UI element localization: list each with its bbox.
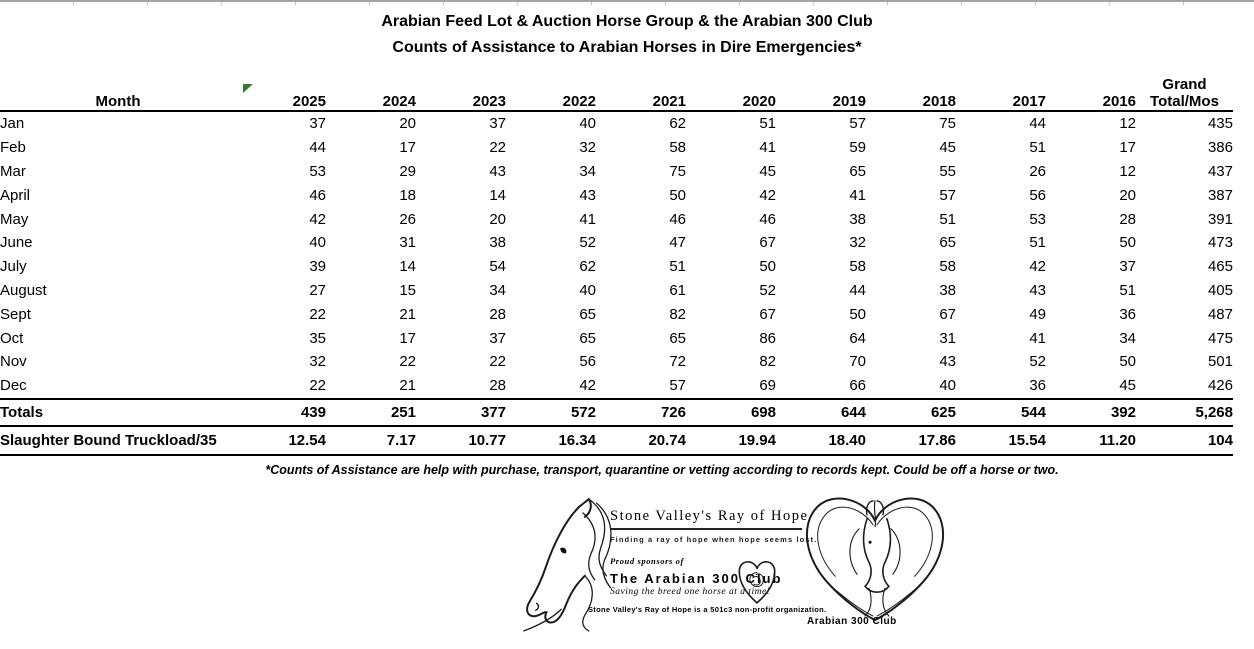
value-cell[interactable]: 57 xyxy=(849,115,866,133)
value-cell[interactable]: 46 xyxy=(669,210,686,228)
value-cell[interactable]: 14 xyxy=(399,258,416,276)
value-cell[interactable]: 20.74 xyxy=(596,426,686,455)
value-cell[interactable]: 17.86 xyxy=(866,426,956,455)
value-cell[interactable]: 44 xyxy=(1029,115,1046,133)
value-cell[interactable]: 72 xyxy=(669,353,686,371)
header-row xyxy=(0,64,1233,111)
value-cell[interactable]: 44 xyxy=(309,139,326,157)
value-cell[interactable]: 34 xyxy=(489,281,506,299)
title-line-1: Arabian Feed Lot & Auction Horse Group & the Arabian 300 Club xyxy=(381,13,873,30)
stone-valley-logo xyxy=(516,494,827,639)
value-cell[interactable]: 57 xyxy=(939,186,956,204)
value-cell[interactable]: 46 xyxy=(759,210,776,228)
value-cell[interactable]: 11.20 xyxy=(1046,426,1136,455)
value-cell[interactable]: 20 xyxy=(1119,186,1136,204)
value-cell[interactable]: 644 xyxy=(776,399,866,427)
nonprofit-line: Stone Valley's Ray of Hope is a 501c3 non-profit organization. xyxy=(588,605,827,614)
value-cell[interactable]: 26 xyxy=(399,210,416,228)
arabian-300-logo xyxy=(795,489,960,639)
month-header[interactable]: Month xyxy=(0,64,236,111)
row-total-cell[interactable]: 387 xyxy=(1207,186,1233,204)
truckload-label[interactable]: Slaughter Bound Truckload/35 xyxy=(0,426,236,455)
value-cell[interactable]: 43 xyxy=(579,186,596,204)
value-cell[interactable]: 51 xyxy=(939,210,956,228)
value-cell[interactable]: 22 xyxy=(489,139,506,157)
value-cell[interactable]: 44 xyxy=(849,281,866,299)
value-cell[interactable]: 39 xyxy=(309,258,326,276)
month-label[interactable]: Feb xyxy=(0,139,26,157)
value-cell[interactable]: 625 xyxy=(866,399,956,427)
year-header[interactable]: 2025 xyxy=(236,64,326,111)
value-cell[interactable]: 37 xyxy=(309,115,326,133)
value-cell[interactable]: 37 xyxy=(1119,258,1136,276)
table-row xyxy=(0,350,1233,374)
row-total-cell[interactable]: 465 xyxy=(1207,258,1233,276)
value-cell[interactable]: 38 xyxy=(939,281,956,299)
value-cell[interactable]: 45 xyxy=(1119,377,1136,395)
year-header[interactable]: 2024 xyxy=(326,64,416,111)
value-cell[interactable]: 50 xyxy=(669,186,686,204)
value-cell[interactable]: 15.54 xyxy=(956,426,1046,455)
value-cell[interactable]: 21 xyxy=(399,377,416,395)
value-cell[interactable]: 67 xyxy=(759,305,776,323)
stone-valley-tagline: Finding a ray of hope when hope seems lost. xyxy=(610,535,818,544)
value-cell[interactable]: 29 xyxy=(399,162,416,180)
row-total-cell[interactable]: 426 xyxy=(1207,377,1233,395)
truckload-row xyxy=(0,426,1233,455)
value-cell[interactable]: 27 xyxy=(309,281,326,299)
value-cell[interactable]: 36 xyxy=(1029,377,1046,395)
value-cell[interactable]: 38 xyxy=(489,234,506,252)
month-label[interactable]: Sept xyxy=(0,305,31,323)
value-cell[interactable]: 726 xyxy=(596,399,686,427)
value-cell[interactable]: 42 xyxy=(1029,258,1046,276)
table-row xyxy=(0,183,1233,207)
summary-rows xyxy=(0,399,1233,455)
grand-total-header[interactable] xyxy=(1136,64,1233,111)
value-cell[interactable]: 57 xyxy=(669,377,686,395)
value-cell[interactable]: 22 xyxy=(309,305,326,323)
value-cell[interactable]: 52 xyxy=(759,281,776,299)
value-cell[interactable]: 53 xyxy=(309,162,326,180)
value-cell[interactable]: 32 xyxy=(849,234,866,252)
value-cell[interactable]: 86 xyxy=(759,329,776,347)
value-cell[interactable]: 41 xyxy=(1029,329,1046,347)
value-cell[interactable]: 46 xyxy=(309,186,326,204)
value-cell[interactable]: 41 xyxy=(849,186,866,204)
value-cell[interactable]: 54 xyxy=(489,258,506,276)
value-cell[interactable]: 12.54 xyxy=(236,426,326,455)
value-cell[interactable]: 36 xyxy=(1119,305,1136,323)
footnote: *Counts of Assistance are help with purchase, transport, quarantine or vetting according to records kept. Could be off a horse or two. xyxy=(265,463,1059,477)
value-cell[interactable]: 32 xyxy=(579,139,596,157)
table-row xyxy=(0,231,1233,255)
value-cell[interactable]: 82 xyxy=(759,353,776,371)
row-total-cell[interactable]: 501 xyxy=(1207,353,1233,371)
value-cell[interactable]: 17 xyxy=(1119,139,1136,157)
value-cell[interactable]: 75 xyxy=(939,115,956,133)
value-cell[interactable]: 62 xyxy=(669,115,686,133)
value-cell[interactable]: 52 xyxy=(579,234,596,252)
table-row xyxy=(0,326,1233,350)
month-label[interactable]: Oct xyxy=(0,329,24,347)
year-header[interactable]: 2019 xyxy=(776,64,866,111)
table-row xyxy=(0,302,1233,326)
value-cell[interactable]: 53 xyxy=(1029,210,1046,228)
value-cell[interactable]: 40 xyxy=(579,115,596,133)
assistance-table xyxy=(0,64,1233,456)
grand-header-line1: Grand xyxy=(1162,76,1207,93)
value-cell[interactable]: 32 xyxy=(309,353,326,371)
month-label[interactable]: Mar xyxy=(0,162,26,180)
value-cell[interactable]: 17 xyxy=(399,139,416,157)
truckload-total-cell[interactable]: 104 xyxy=(1136,426,1233,455)
club-tagline: Saving the breed one horse at a time! xyxy=(610,587,771,597)
value-cell[interactable]: 66 xyxy=(849,377,866,395)
row-total-cell[interactable]: 391 xyxy=(1207,210,1233,228)
row-total-cell[interactable]: 435 xyxy=(1207,115,1233,133)
value-cell[interactable]: 58 xyxy=(939,258,956,276)
top-gridline xyxy=(0,0,1254,2)
month-label[interactable]: August xyxy=(0,281,47,299)
value-cell[interactable]: 28 xyxy=(1119,210,1136,228)
value-cell[interactable]: 26 xyxy=(1029,162,1046,180)
year-header[interactable]: 2020 xyxy=(686,64,776,111)
value-cell[interactable]: 50 xyxy=(849,305,866,323)
value-cell[interactable]: 55 xyxy=(939,162,956,180)
value-cell[interactable]: 698 xyxy=(686,399,776,427)
value-cell[interactable]: 67 xyxy=(939,305,956,323)
value-cell[interactable]: 22 xyxy=(399,353,416,371)
value-cell[interactable]: 40 xyxy=(579,281,596,299)
value-cell[interactable]: 69 xyxy=(759,377,776,395)
value-cell[interactable]: 67 xyxy=(759,234,776,252)
value-cell[interactable]: 15 xyxy=(399,281,416,299)
value-cell[interactable]: 34 xyxy=(579,162,596,180)
table-row xyxy=(0,255,1233,279)
month-label[interactable]: June xyxy=(0,234,33,252)
row-total-cell[interactable]: 437 xyxy=(1207,162,1233,180)
value-cell[interactable]: 28 xyxy=(489,305,506,323)
value-cell[interactable]: 82 xyxy=(669,305,686,323)
value-cell[interactable]: 45 xyxy=(939,139,956,157)
value-cell[interactable]: 58 xyxy=(669,139,686,157)
month-label[interactable]: Nov xyxy=(0,353,27,371)
value-cell[interactable]: 34 xyxy=(1119,329,1136,347)
value-cell[interactable]: 22 xyxy=(309,377,326,395)
value-cell[interactable]: 51 xyxy=(669,258,686,276)
value-cell[interactable]: 392 xyxy=(1046,399,1136,427)
totals-row xyxy=(0,399,1233,427)
value-cell[interactable]: 18 xyxy=(399,186,416,204)
value-cell[interactable]: 45 xyxy=(759,162,776,180)
value-cell[interactable]: 58 xyxy=(849,258,866,276)
value-cell[interactable]: 37 xyxy=(489,329,506,347)
value-cell[interactable]: 43 xyxy=(939,353,956,371)
value-cell[interactable]: 52 xyxy=(1029,353,1046,371)
value-cell[interactable]: 12 xyxy=(1119,115,1136,133)
value-cell[interactable]: 51 xyxy=(1119,281,1136,299)
month-label[interactable]: July xyxy=(0,258,27,276)
value-cell[interactable]: 22 xyxy=(489,353,506,371)
value-cell[interactable]: 7.17 xyxy=(326,426,416,455)
value-cell[interactable]: 62 xyxy=(579,258,596,276)
month-label[interactable]: May xyxy=(0,210,29,228)
value-cell[interactable]: 43 xyxy=(489,162,506,180)
value-cell[interactable]: 40 xyxy=(939,377,956,395)
value-cell[interactable]: 70 xyxy=(849,353,866,371)
value-cell[interactable]: 65 xyxy=(579,305,596,323)
month-rows xyxy=(0,111,1233,399)
value-cell[interactable]: 65 xyxy=(939,234,956,252)
year-header[interactable]: 2016 xyxy=(1046,64,1136,111)
value-cell[interactable]: 51 xyxy=(759,115,776,133)
value-cell[interactable]: 12 xyxy=(1119,162,1136,180)
value-cell[interactable]: 37 xyxy=(489,115,506,133)
value-cell[interactable]: 20 xyxy=(489,210,506,228)
value-cell[interactable]: 35 xyxy=(309,329,326,347)
club-name: The Arabian 300 Club xyxy=(610,571,783,586)
value-cell[interactable]: 31 xyxy=(399,234,416,252)
value-cell[interactable]: 51 xyxy=(1029,234,1046,252)
value-cell[interactable]: 51 xyxy=(1029,139,1046,157)
value-cell[interactable]: 251 xyxy=(326,399,416,427)
value-cell[interactable]: 10.77 xyxy=(416,426,506,455)
sponsors-line: Proud sponsors of xyxy=(610,556,684,566)
year-header[interactable]: 2022 xyxy=(506,64,596,111)
grand-header-line2: Total/Mos xyxy=(1150,93,1219,110)
heart-horse-icon xyxy=(736,556,778,606)
value-cell[interactable]: 40 xyxy=(309,234,326,252)
year-header[interactable]: 2017 xyxy=(956,64,1046,111)
value-cell[interactable]: 47 xyxy=(669,234,686,252)
heart-mane-drawing xyxy=(795,489,955,623)
value-cell[interactable]: 19.94 xyxy=(686,426,776,455)
value-cell[interactable]: 65 xyxy=(669,329,686,347)
grand-total-cell[interactable]: 5,268 xyxy=(1136,399,1233,427)
value-cell[interactable]: 572 xyxy=(506,399,596,427)
value-cell[interactable]: 42 xyxy=(579,377,596,395)
table-row xyxy=(0,207,1233,231)
value-cell[interactable]: 65 xyxy=(579,329,596,347)
value-cell[interactable]: 41 xyxy=(579,210,596,228)
value-cell[interactable]: 38 xyxy=(849,210,866,228)
year-header[interactable]: 2018 xyxy=(866,64,956,111)
value-cell[interactable]: 544 xyxy=(956,399,1046,427)
value-cell[interactable]: 439 xyxy=(236,399,326,427)
row-total-cell[interactable]: 475 xyxy=(1207,329,1233,347)
table-row xyxy=(0,160,1233,184)
value-cell[interactable]: 18.40 xyxy=(776,426,866,455)
value-cell[interactable]: 64 xyxy=(849,329,866,347)
value-cell[interactable]: 75 xyxy=(669,162,686,180)
value-cell[interactable]: 56 xyxy=(579,353,596,371)
value-cell[interactable]: 50 xyxy=(1119,234,1136,252)
value-cell[interactable]: 65 xyxy=(849,162,866,180)
year-header[interactable]: 2023 xyxy=(416,64,506,111)
table-row xyxy=(0,111,1233,136)
value-cell[interactable]: 56 xyxy=(1029,186,1046,204)
row-total-cell[interactable]: 405 xyxy=(1207,281,1233,299)
arabian-300-caption: Arabian 300 Club xyxy=(807,616,897,627)
table-row xyxy=(0,374,1233,399)
value-cell[interactable]: 49 xyxy=(1029,305,1046,323)
value-cell[interactable]: 42 xyxy=(309,210,326,228)
value-cell[interactable]: 21 xyxy=(399,305,416,323)
value-cell[interactable]: 17 xyxy=(399,329,416,347)
value-cell[interactable]: 50 xyxy=(759,258,776,276)
value-cell[interactable]: 59 xyxy=(849,139,866,157)
value-cell[interactable]: 377 xyxy=(416,399,506,427)
row-total-cell[interactable]: 473 xyxy=(1207,234,1233,252)
value-cell[interactable]: 14 xyxy=(489,186,506,204)
table-row xyxy=(0,279,1233,303)
row-total-cell[interactable]: 386 xyxy=(1207,139,1233,157)
stone-valley-title: Stone Valley's Ray of Hope xyxy=(610,508,802,530)
value-cell[interactable]: 41 xyxy=(759,139,776,157)
value-cell[interactable]: 28 xyxy=(489,377,506,395)
month-label[interactable]: April xyxy=(0,186,31,204)
value-cell[interactable]: 50 xyxy=(1119,353,1136,371)
value-cell[interactable]: 16.34 xyxy=(506,426,596,455)
title-line-2: Counts of Assistance to Arabian Horses in Dire Emergencies* xyxy=(392,39,862,56)
table-row xyxy=(0,136,1233,160)
value-cell[interactable]: 20 xyxy=(399,115,416,133)
value-cell[interactable]: 43 xyxy=(1029,281,1046,299)
row-total-cell[interactable]: 487 xyxy=(1207,305,1233,323)
year-header[interactable]: 2021 xyxy=(596,64,686,111)
report-title xyxy=(0,9,1254,61)
value-cell[interactable]: 31 xyxy=(939,329,956,347)
month-label[interactable]: Jan xyxy=(0,115,25,133)
totals-label[interactable]: Totals xyxy=(0,399,236,427)
value-cell[interactable]: 61 xyxy=(669,281,686,299)
value-cell[interactable]: 42 xyxy=(759,186,776,204)
month-label[interactable]: Dec xyxy=(0,377,27,395)
